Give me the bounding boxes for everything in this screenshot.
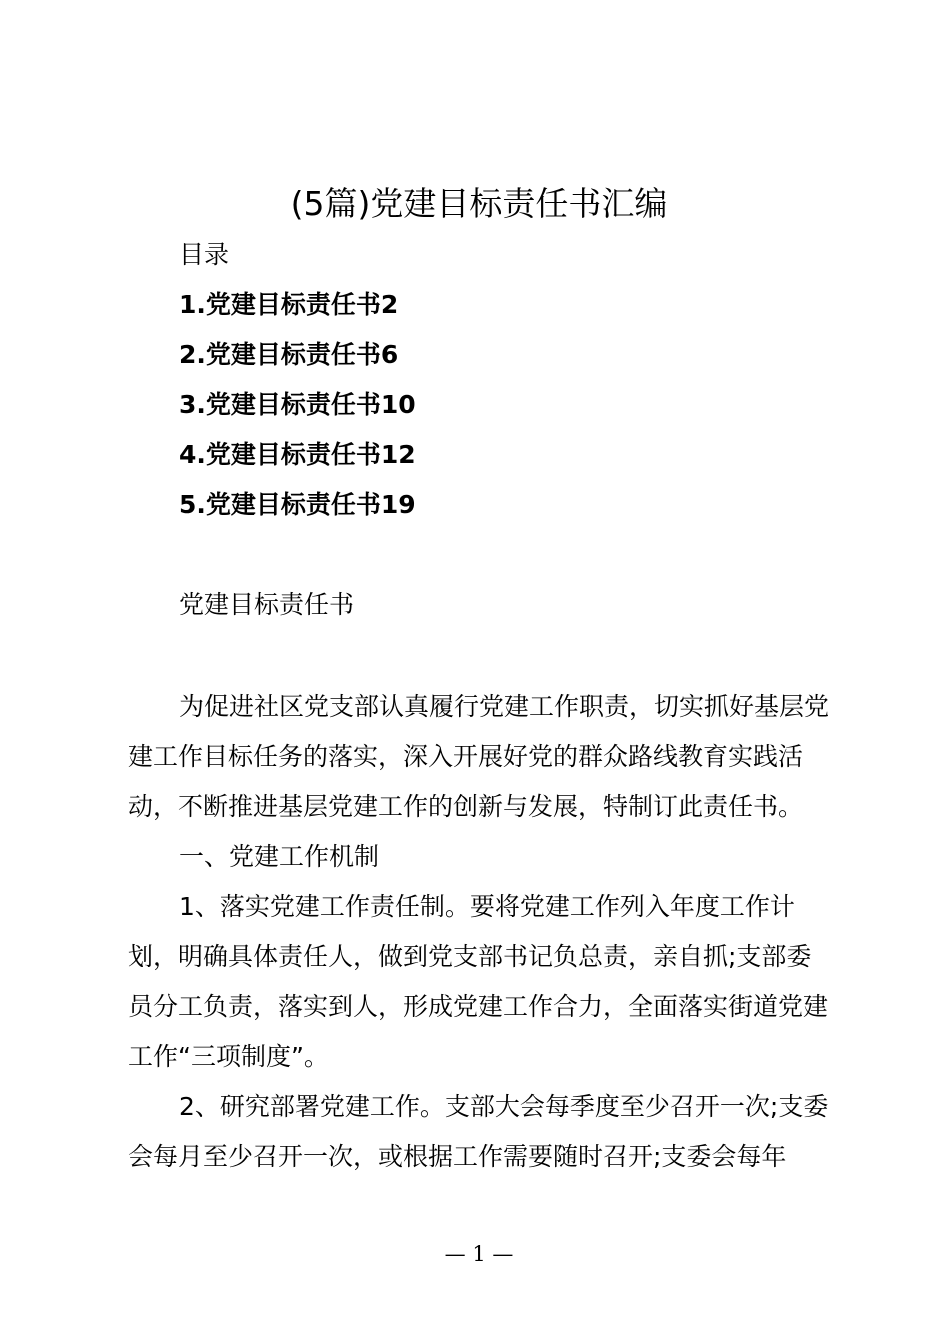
document-title: (5篇)党建目标责任书汇编: [290, 184, 668, 223]
toc-item-3[interactable]: 3.党建目标责任书10: [179, 390, 416, 419]
toc-item-2[interactable]: 2.党建目标责任书6: [179, 340, 399, 369]
toc-item-5[interactable]: 5.党建目标责任书19: [179, 490, 416, 519]
page-number: — 1 —: [444, 1242, 514, 1266]
toc-item-4[interactable]: 4.党建目标责任书12: [179, 440, 416, 469]
paragraph-item-2: 2、研究部署党建工作。支部大会每季度至少召开一次;支委会每月至少召开一次，或根据工作需要随时召开;支委会每年: [128, 1092, 829, 1171]
toc-heading: 目录: [179, 240, 230, 269]
section-heading: 党建目标责任书: [179, 590, 355, 619]
intro-paragraph: 为促进社区党支部认真履行党建工作职责，切实抓好基层党建工作目标任务的落实，深入开展好党的群众路线教育实践活动，不断推进基层党建工作的创新与发展，特制订此责任书。: [128, 692, 830, 821]
subheading-mechanism: 一、党建工作机制: [179, 842, 380, 871]
paragraph-item-1: 1、落实党建工作责任制。要将党建工作列入年度工作计划，明确具体责任人，做到党支部书记负总责，亲自抓;支部委员分工负责，落实到人，形成党建工作合力，全面落实街道党建工作“三项制度”。: [128, 892, 829, 1071]
toc-item-1[interactable]: 1.党建目标责任书2: [179, 290, 399, 319]
table-of-contents: [179, 286, 416, 536]
document-body: [128, 682, 834, 1182]
